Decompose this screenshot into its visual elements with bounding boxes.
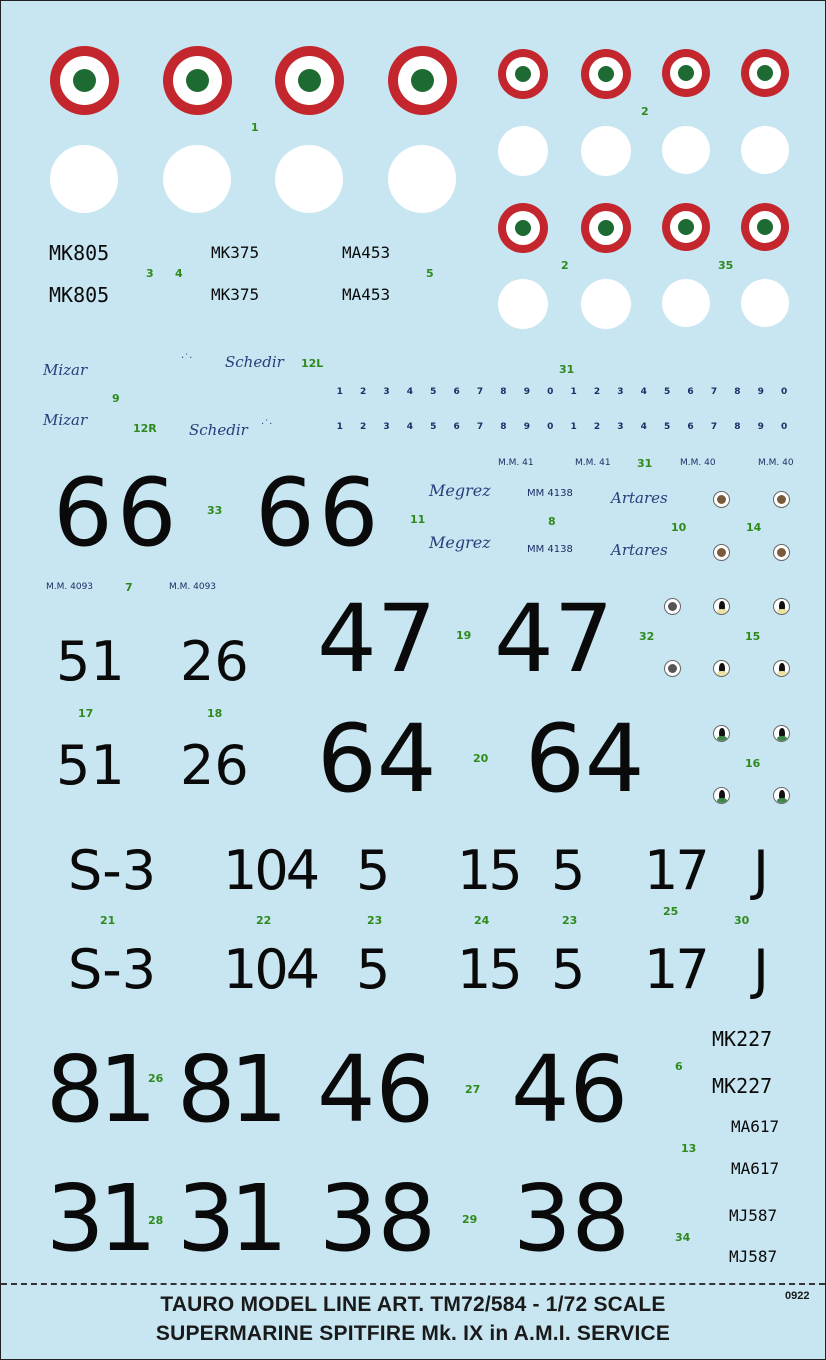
script-name-schedir: Schedir (225, 353, 284, 371)
code-15: 15 (457, 938, 520, 1001)
squadron-badge-icon (773, 491, 790, 508)
item-number: 23 (562, 914, 578, 927)
serial-mj587: MJ587 (729, 1206, 778, 1225)
white-disc (50, 145, 118, 213)
item-number: 33 (207, 504, 223, 517)
white-disc (662, 279, 710, 327)
serial-mk227: MK227 (712, 1027, 773, 1051)
code-j: J (753, 839, 769, 902)
small-serial: MM 4138 (527, 488, 573, 499)
squadron-badge-icon (713, 544, 730, 561)
code-31: 31 (177, 1165, 283, 1272)
item-number: 1 (251, 121, 259, 134)
squadron-badge-icon (664, 660, 681, 677)
white-disc (498, 279, 548, 329)
white-disc (741, 279, 789, 327)
squadron-badge-icon (713, 787, 730, 804)
item-number: 24 (474, 914, 490, 927)
small-serial: M.M. 40 (680, 458, 716, 468)
item-number: 30 (734, 914, 750, 927)
code-64: 64 (525, 705, 645, 814)
item-number: 31 (637, 457, 653, 470)
item-number: 32 (639, 630, 655, 643)
item-number: 4 (175, 267, 183, 280)
squadron-badge-icon (773, 660, 790, 677)
item-number: 12R (133, 422, 157, 435)
code-104: 104 (223, 938, 318, 1001)
squadron-badge-icon (773, 725, 790, 742)
small-roundel (498, 203, 548, 253)
serial-ma617: MA617 (731, 1117, 780, 1136)
white-disc (388, 145, 456, 213)
code-46: 46 (317, 1036, 435, 1143)
white-disc (581, 279, 631, 329)
code-s3: S-3 (68, 938, 157, 1001)
code-5: 5 (356, 938, 391, 1001)
code-31: 31 (46, 1165, 152, 1272)
script-name-megrez: Megrez (429, 481, 491, 500)
item-number: 18 (207, 707, 223, 720)
item-number: 19 (456, 629, 472, 642)
item-number: 27 (465, 1083, 481, 1096)
item-number: 5 (426, 267, 434, 280)
small-roundel (741, 49, 789, 97)
item-number: 15 (745, 630, 761, 643)
code-5: 5 (551, 839, 586, 902)
item-number: 20 (473, 752, 489, 765)
code-51: 51 (56, 630, 125, 693)
small-serial: M.M. 4093 (169, 582, 217, 592)
white-disc (163, 145, 231, 213)
script-name-artares: Artares (611, 489, 668, 507)
serial-mk227: MK227 (712, 1074, 773, 1098)
item-number: 21 (100, 914, 116, 927)
small-roundel (581, 49, 631, 99)
white-disc (581, 126, 631, 176)
small-serial: M.M. 41 (498, 458, 534, 468)
code-51: 51 (56, 734, 125, 797)
code-5: 5 (356, 839, 391, 902)
large-roundel (388, 46, 457, 115)
serial-ma453: MA453 (342, 285, 391, 304)
white-disc (275, 145, 343, 213)
code-17: 17 (644, 938, 707, 1001)
item-number: 26 (148, 1072, 164, 1085)
item-number: 14 (746, 521, 762, 534)
code-81: 81 (46, 1036, 152, 1143)
small-serial: M.M. 4093 (46, 582, 94, 592)
footer-title: TAURO MODEL LINE ART. TM72/584 - 1/72 SCALE (160, 1293, 666, 1316)
squadron-badge-icon (713, 598, 730, 615)
small-roundel (662, 203, 710, 251)
item-number: 7 (125, 581, 133, 594)
script-name-mizar: Mizar (43, 361, 88, 379)
small-roundel (498, 49, 548, 99)
item-number: 29 (462, 1213, 478, 1226)
code-38: 38 (513, 1165, 631, 1272)
squadron-badge-icon (664, 598, 681, 615)
code-s3: S-3 (68, 839, 157, 902)
large-roundel (163, 46, 232, 115)
script-name-mizar: Mizar (43, 411, 88, 429)
small-serial: M.M. 40 (758, 458, 794, 468)
item-number: 13 (681, 1142, 697, 1155)
script-name-megrez: Megrez (429, 533, 491, 552)
item-number: 12L (301, 357, 324, 370)
serial-mk805: MK805 (49, 241, 110, 265)
squadron-badge-icon (773, 598, 790, 615)
item-number: 28 (148, 1214, 164, 1227)
star-dots: ·˙· (181, 353, 193, 364)
serial-mk375: MK375 (211, 243, 260, 262)
small-roundel (741, 203, 789, 251)
small-roundel (662, 49, 710, 97)
white-disc (498, 126, 548, 176)
large-roundel (275, 46, 344, 115)
white-disc (741, 126, 789, 174)
item-number: 35 (718, 259, 734, 272)
item-number: 17 (78, 707, 94, 720)
white-disc (662, 126, 710, 174)
code-15: 15 (457, 839, 520, 902)
squadron-badge-icon (713, 725, 730, 742)
item-number: 2 (561, 259, 569, 272)
star-dots: ·˙· (261, 419, 273, 430)
serial-mk805: MK805 (49, 283, 110, 307)
item-number: 16 (745, 757, 761, 770)
code-5: 5 (551, 938, 586, 1001)
item-number: 34 (675, 1231, 691, 1244)
item-number: 9 (112, 392, 120, 405)
cut-line (1, 1283, 825, 1285)
item-number: 3 (146, 267, 154, 280)
code-j: J (753, 938, 769, 1001)
code-26: 26 (180, 734, 249, 797)
code-64: 64 (317, 705, 437, 814)
code-81: 81 (177, 1036, 283, 1143)
squadron-badge-icon (713, 660, 730, 677)
code-47: 47 (317, 585, 437, 694)
sheet-code: 0922 (785, 1290, 810, 1302)
code-47: 47 (494, 585, 614, 694)
footer-subtitle: SUPERMARINE SPITFIRE Mk. IX in A.M.I. SERVICE (155, 1322, 671, 1345)
item-number: 22 (256, 914, 272, 927)
item-number: 23 (367, 914, 383, 927)
code-26: 26 (180, 630, 249, 693)
code-46: 46 (511, 1036, 629, 1143)
serial-ma453: MA453 (342, 243, 391, 262)
small-serial: MM 4138 (527, 544, 573, 555)
script-name-schedir: Schedir (189, 421, 248, 439)
squadron-badge-icon (773, 544, 790, 561)
item-number: 6 (675, 1060, 683, 1073)
small-serial: M.M. 41 (575, 458, 611, 468)
item-number: 8 (548, 515, 556, 528)
serial-mk375: MK375 (211, 285, 260, 304)
code-66: 66 (53, 459, 181, 568)
large-roundel (50, 46, 119, 115)
squadron-badge-icon (773, 787, 790, 804)
code-17: 17 (644, 839, 707, 902)
item-number: 2 (641, 105, 649, 118)
digit-strip: 1 2 3 4 5 6 7 8 9 0 1 2 3 4 5 6 7 8 9 0 (336, 387, 788, 397)
squadron-badge-icon (713, 491, 730, 508)
code-38: 38 (319, 1165, 437, 1272)
item-number: 25 (663, 905, 679, 918)
small-roundel (581, 203, 631, 253)
item-number: 11 (410, 513, 426, 526)
code-66: 66 (255, 459, 383, 568)
digit-strip: 1 2 3 4 5 6 7 8 9 0 1 2 3 4 5 6 7 8 9 0 (336, 422, 788, 432)
code-104: 104 (223, 839, 318, 902)
script-name-artares: Artares (611, 541, 668, 559)
item-number: 10 (671, 521, 687, 534)
serial-ma617: MA617 (731, 1159, 780, 1178)
item-number: 31 (559, 363, 575, 376)
serial-mj587: MJ587 (729, 1247, 778, 1266)
